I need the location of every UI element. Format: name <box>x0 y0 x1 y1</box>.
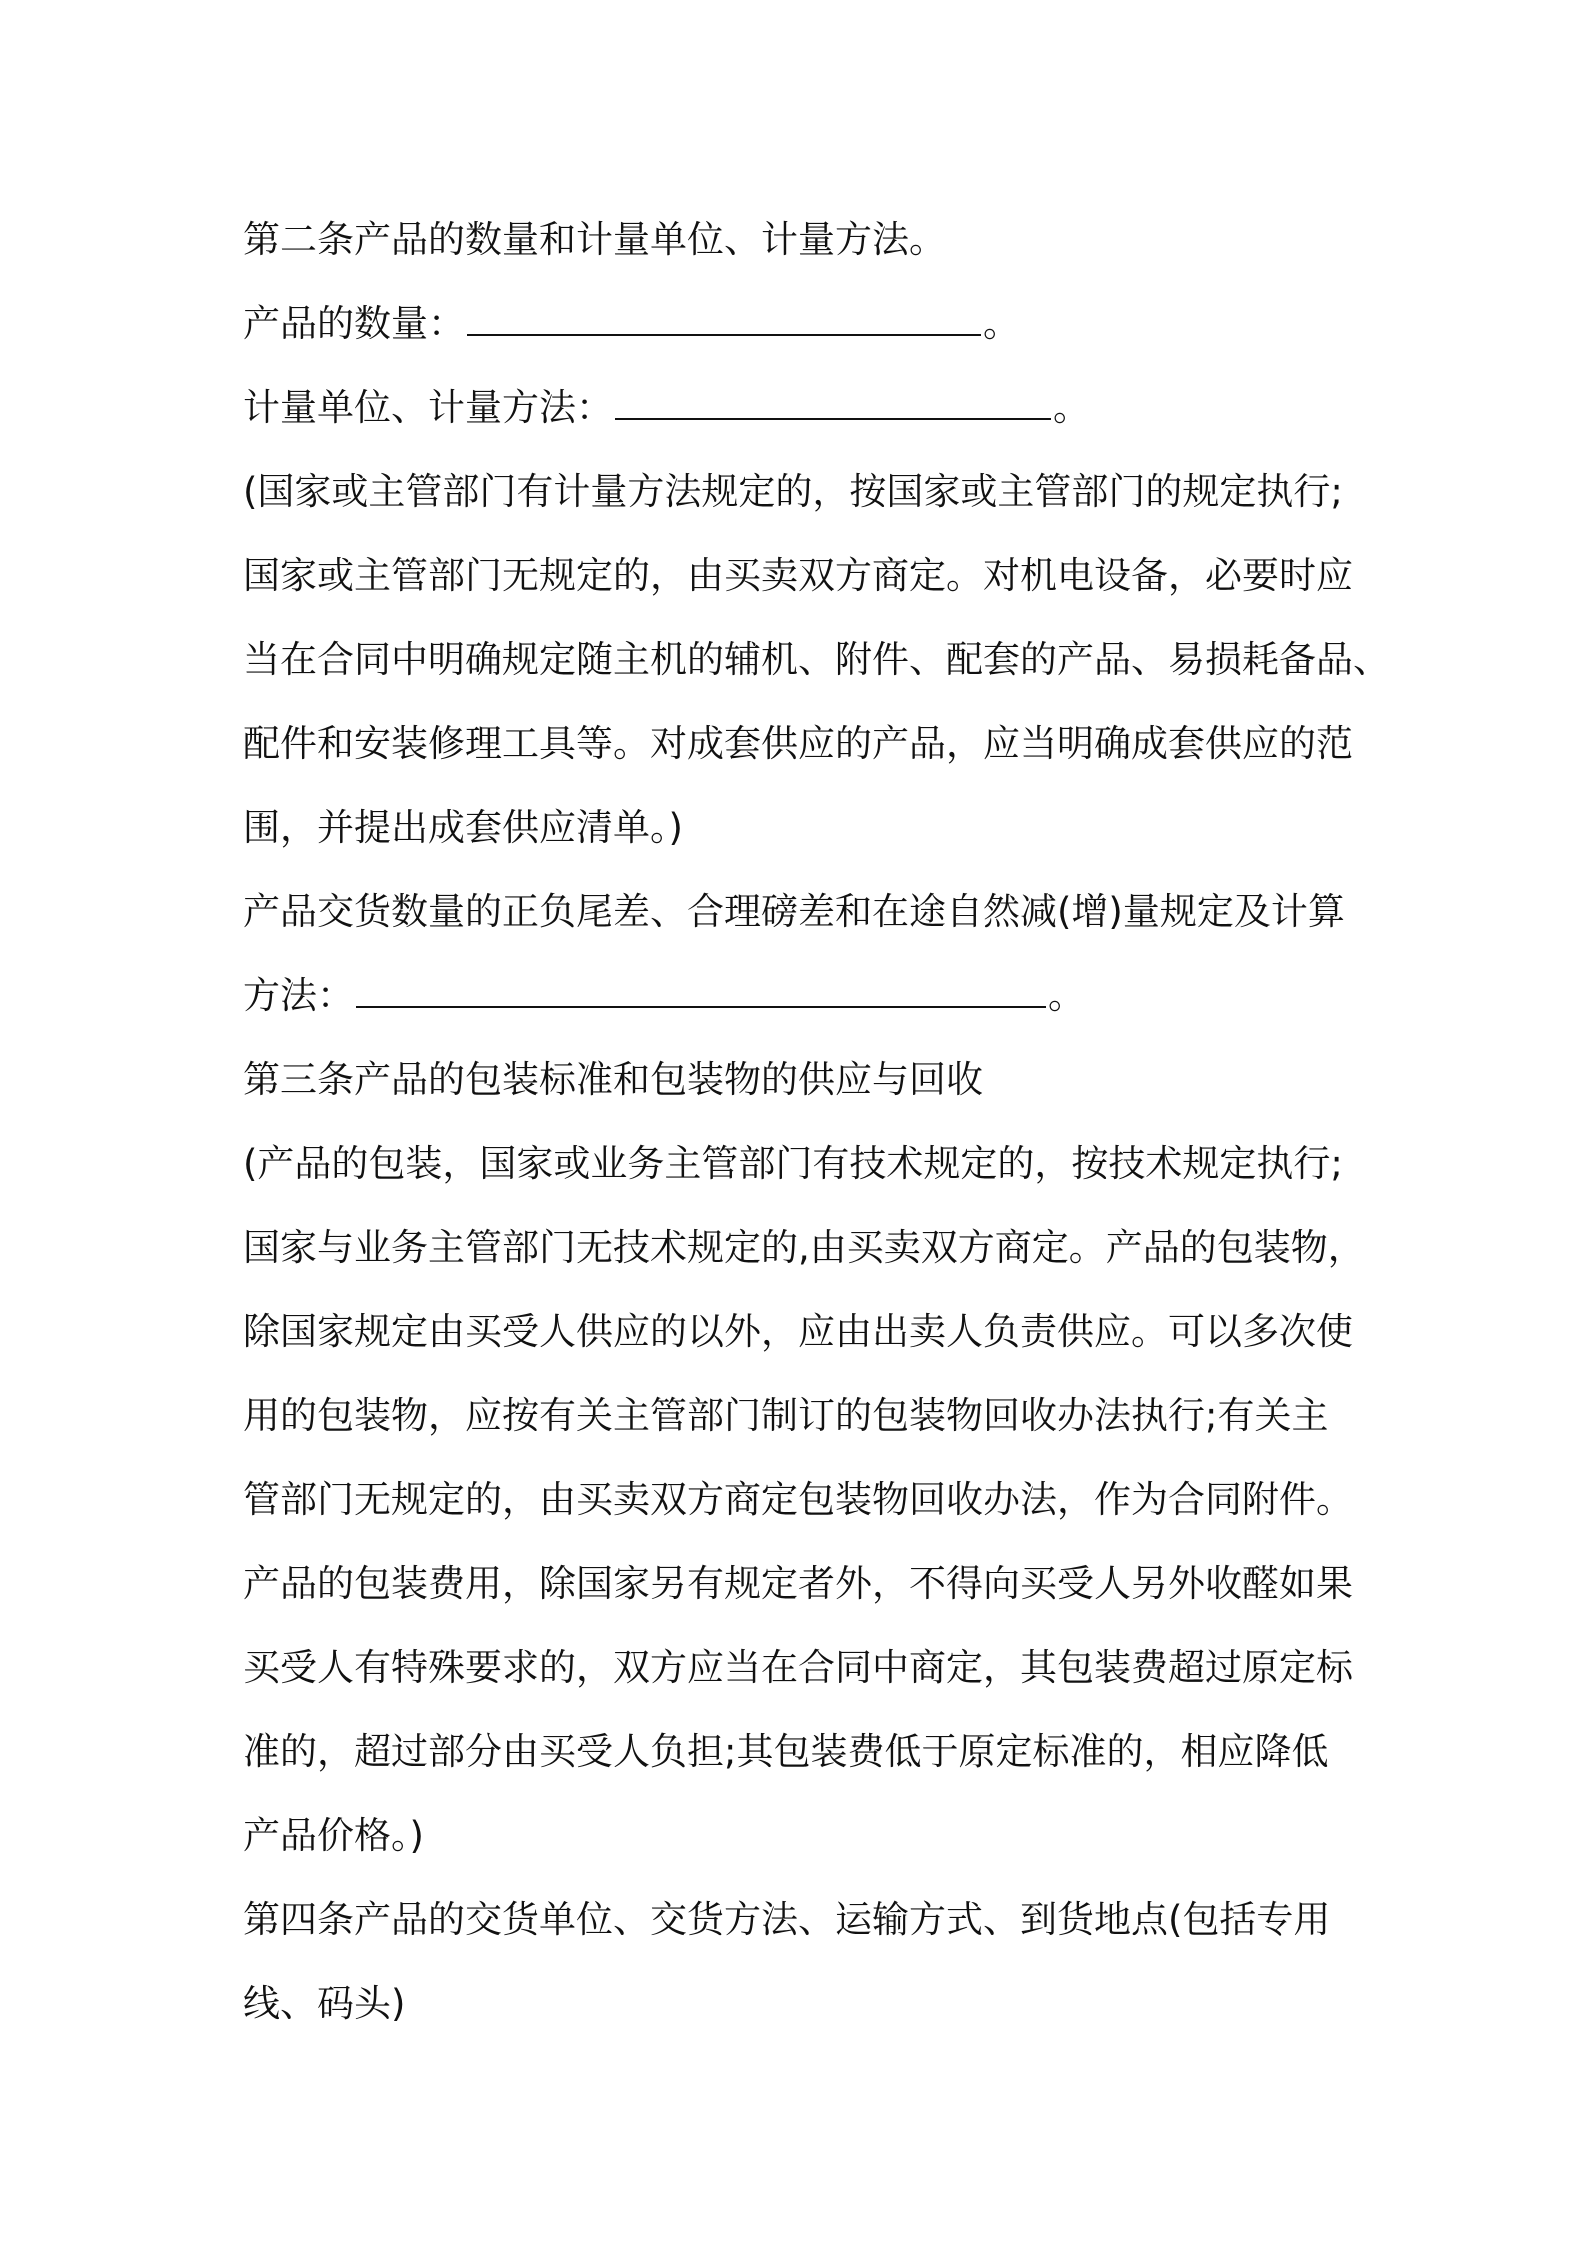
text-line: 买受人有特殊要求的，双方应当在合同中商定，其包装费超过原定标 <box>243 1646 1353 1689</box>
text-line: 管部门无规定的，由买卖双方商定包装物回收办法，作为合同附件。 <box>243 1478 1353 1521</box>
article-4-heading <box>243 1878 1353 1962</box>
paragraph-line <box>243 870 1353 954</box>
quantity-blank[interactable] <box>467 298 981 336</box>
unit-method-blank[interactable] <box>615 382 1051 420</box>
quantity-field-line <box>243 282 1353 366</box>
paragraph-line <box>243 786 1353 870</box>
paragraph-line <box>243 702 1353 786</box>
text-line: 第四条产品的交货单位、交货方法、运输方式、到货地点(包括专用 <box>243 1898 1331 1941</box>
paragraph-line <box>243 1542 1353 1626</box>
text-line: 国家或主管部门无规定的，由买卖双方商定。对机电设备，必要时应 <box>243 554 1353 597</box>
text-line: (国家或主管部门有计量方法规定的，按国家或主管部门的规定执行; <box>243 470 1343 513</box>
text-line: 第二条产品的数量和计量单位、计量方法。 <box>243 218 946 261</box>
paragraph-line <box>243 450 1353 534</box>
paragraph-line <box>243 618 1390 702</box>
calculation-method-field-line <box>243 954 1353 1038</box>
article-4-heading-continued <box>243 1962 1353 2046</box>
field-label: 产品的数量： <box>243 302 465 345</box>
text-line: (产品的包装，国家或业务主管部门有技术规定的，按技术规定执行; <box>243 1142 1343 1185</box>
text-line: 当在合同中明确规定随主机的辅机、附件、配套的产品、易损耗备品、 <box>243 638 1390 681</box>
field-label: 方法： <box>243 974 354 1017</box>
article-2-heading <box>243 198 1353 282</box>
text-line: 产品交货数量的正负尾差、合理磅差和在途自然减(增)量规定及计算 <box>243 890 1345 933</box>
paragraph-line <box>243 1290 1353 1374</box>
text-line: 用的包装物，应按有关主管部门制订的包装物回收办法执行;有关主 <box>243 1394 1329 1437</box>
paragraph-line <box>243 1122 1353 1206</box>
paragraph-line <box>243 1374 1353 1458</box>
text-line: 围，并提出成套供应清单。) <box>243 806 683 849</box>
paragraph-line <box>243 1794 1353 1878</box>
paragraph-line <box>243 1710 1353 1794</box>
article-3-heading <box>243 1038 1353 1122</box>
line-suffix: 。 <box>1053 386 1090 429</box>
text-line: 产品价格。) <box>243 1814 424 1857</box>
text-line: 线、码头) <box>243 1982 406 2025</box>
line-suffix: 。 <box>1048 974 1085 1017</box>
contract-text <box>243 198 1390 2046</box>
text-line: 准的，超过部分由买受人负担;其包装费低于原定标准的，相应降低 <box>243 1730 1329 1773</box>
paragraph-line <box>243 1458 1353 1542</box>
text-line: 除国家规定由买受人供应的以外，应由出卖人负责供应。可以多次使 <box>243 1310 1353 1353</box>
text-line: 产品的包装费用，除国家另有规定者外，不得向买受人另外收醛如果 <box>243 1562 1353 1605</box>
paragraph-line <box>243 1626 1353 1710</box>
unit-method-field-line <box>243 366 1353 450</box>
paragraph-line <box>243 534 1353 618</box>
field-label: 计量单位、计量方法： <box>243 386 613 429</box>
text-line: 国家与业务主管部门无技术规定的,由买卖双方商定。产品的包装物， <box>243 1226 1365 1269</box>
paragraph-line <box>243 1206 1365 1290</box>
text-line: 配件和安装修理工具等。对成套供应的产品，应当明确成套供应的范 <box>243 722 1353 765</box>
text-line: 第三条产品的包装标准和包装物的供应与回收 <box>243 1058 983 1101</box>
calculation-method-blank[interactable] <box>356 970 1046 1008</box>
line-suffix: 。 <box>983 302 1020 345</box>
